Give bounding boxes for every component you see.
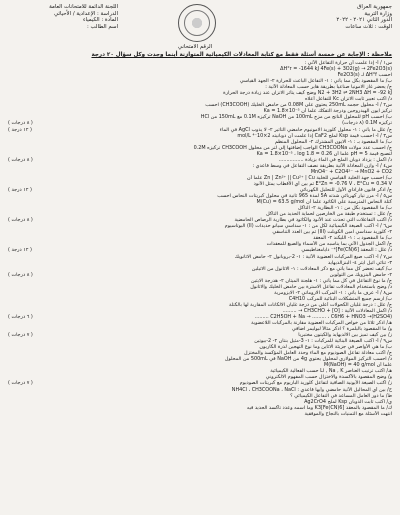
question-text: ي/ اكتب ثابت الذوبان Ksp لملح Ag2CrO4: [304, 398, 392, 405]
question-text: ج/ علل ما يأتي : ١- محلول كلوريد الامونيوم حامضي التأثير ٢- لا يذوب AgCl في الماء: [219, 126, 392, 133]
ministry-seal: [178, 4, 216, 42]
question-text: ز/ اكتب الصيغة الأيونية الصافية لتفاعل كلوريد الباريوم مع كبريتات الصوديوم: [239, 380, 392, 387]
marks-label: ( ٨ درجات ): [8, 156, 33, 163]
marks-label: ( ٨ درجات ): [8, 120, 33, 127]
question-text: MnO4⁻ + C2O4²⁻ → MnO2 + CO2: [310, 168, 392, 175]
question-text: ٣- ثنائي اثيل ايثر ٤- البنزالديهايد: [327, 259, 392, 266]
question-text: ك/ ما المقصود بالمعقد K3[Fe(CN)6] وما اسمه وعدد تأكسد الحديد فيه: [246, 404, 392, 411]
marks-label: ( ٧ درجات ): [8, 332, 33, 339]
roll-number-label: الرقم الامتحاني: [177, 44, 213, 50]
question-text: ب/ ارسم جميع المتشكلات البنائية للمركب C4H10: [288, 295, 392, 302]
question-text: ج/ يحضر غاز الامونيا صناعياً بطريقة هابر حسب المعادلة الآتية :: [265, 84, 392, 91]
question-text: ب/ ما المقصود بـ : ١- الليكند ٢- المعقد: [313, 235, 392, 242]
question-text: تركيز ايون الهيدروجين ودرجة التفكك علماً أن Ka = 1.8×10⁻⁵: [263, 108, 392, 115]
question-text: ب/ احسب pH للمحلول الناتج من مزج 100mL من NaOH تركيزه 0.1M مع 150mL من HCl: [200, 114, 392, 121]
question-text: ΔH°r = -1644 kJ 4Fe(s) + 3O2(g) → 2Fe2O3(s): [280, 66, 392, 73]
question-text: ج/ اكمل الجدول الآتي بما يناسبه من الأسماء والصيغ للمعقدات: [266, 241, 392, 248]
question-text: س٩ / أ- اكتب الصيغة البنائية للمركبات : ١- 3-مثيل بنتان ٢- 2-بيوتين: [254, 338, 392, 345]
question-text: ط/ ما دور العامل المساعد في التفاعل الكيميائي ؟: [290, 392, 392, 399]
question-text: ٢- حامض البنزويك من التولوين: [329, 271, 392, 278]
question-text: س٧ / أ- اكتب صيغ المركبات العضوية الآتية : ١- 2-بروبانول ٢- حامض الاثانويك: [234, 253, 392, 260]
exam-body: [8, 60, 392, 417]
marks-label: ( ١٢ درجة ): [8, 186, 32, 193]
question-text: د/ اكتب تعبير ثابت الاتزان Kc للتفاعل أعلاه: [304, 96, 392, 103]
header-left-line: الدراسة : الإعدادية / الأحيائي: [53, 10, 118, 17]
question-text: هـ/ اذكر ثلاثاً من خواص المركبات العضوية مقارنة بالمركبات اللاعضوية: [251, 320, 392, 327]
question-text: ج/ احسب عدد مولات CH3COONa الواجب إضافتها إلى لتر من محلول CH3COOH تركيزه 0.2M: [193, 144, 392, 151]
header-left: [8, 4, 118, 30]
question-text: س١ / أ- إذا علمت أن حرارة التفاعل الآتي :: [304, 60, 392, 66]
question-text: انتهت الأسئلة مع التمنيات بالنجاح والموفقية: [304, 410, 392, 417]
question-text: س٨ / أ- عرف ما يأتي : ١- المركب الاروماتي ٢- الايزومرية: [274, 289, 392, 296]
exam-note: ملاحظة : الإجابة عن خمسة أسئلة فقط مع كتابة المعادلات الكيميائية المتوازنة أينما وجدت وكل سؤال ٢٠ درجة: [91, 52, 392, 58]
question-text: د/ احسب التركيز المولاري لمحلول يحتوي 4g من NaOH في 500mL من المحلول: [224, 356, 392, 363]
question-text: تركيزه 0.1M (٨ درجات): [342, 120, 392, 127]
question-text: د/ وضح باستخدام المعادلات تفاعل الاسترة بين حامض الخليك والاثانول: [250, 283, 392, 290]
header-left-line: المادة : الكيمياء: [82, 17, 118, 24]
question-text: ب/ كيف تحضر كل مما يأتي مع ذكر المعادلات : ١- الاثانول من الاثيلين: [251, 265, 392, 272]
question-text: د/ علل : المعقد [Fe(CN)6]⁴⁻ دايامغناطيسي: [301, 247, 392, 254]
question-text: ٢- كلوريد سداسي امين الكوبلت (III) ثم بين العدد التناسقي: [272, 229, 392, 236]
marks-label: ( ٧ درجات ): [8, 380, 33, 387]
question-text: علماً أن M(NaOH) = 40 g/mol: [324, 362, 392, 369]
header-right-line: جمهورية العراق: [357, 4, 392, 10]
question-text: N2 + 3H2 ⇌ 2NH3 ΔH = -92 kJ وضح كيف يتأثر الاتزان عند زيادة درجة الحرارة: [223, 90, 392, 97]
question-text: ج/ ما نوع التفاعل في كل مما يأتي : ١- هلجنة الميثان ٢- هدرجة الايثين: [250, 277, 392, 284]
header-left-line: اسم الطالب :: [87, 23, 118, 30]
question-text: ب/ ما المقصود بـ : ١- الايون المشترك ٢- المحلول المنظم: [274, 138, 392, 145]
marks-label: ( ٨ درجات ): [8, 271, 33, 278]
question-text: و/ وضح المقصود بالأكسدة والاختزال حسب المفهوم الالكتروني: [265, 374, 392, 381]
question-text: ب/ ما المقصود بكل مما يأتي : ١- التفاعل الباعث للحرارة ٢- الجهد القياسي: [239, 78, 392, 85]
marks-label: ( ٦ درجات ): [8, 313, 33, 320]
question-text: س٥ / أ- مرر تيار كهربائي شدته 5A لمدة 965 ثانية في محلول كبريتات النحاس احسب: [217, 193, 392, 200]
question-text: د/ اكمل : يزداد ذوبان الملح في الماء بزيادة ................: [278, 156, 392, 163]
question-text: د/ اكتب التفاعلات التي تحدث عند الأنود والكاثود في بطارية الرصاص الحامضية: [234, 217, 392, 224]
question-text: س٤ / أ- وازن المعادلة الآتية بطريقة نصف التفاعل في وسط قاعدي :: [252, 162, 392, 169]
header-right-line: الوقت : ثلاث ساعات: [345, 23, 392, 30]
question-text: ج/ علل : درجة غليان الكحولات أعلى من درجة غليان الالكانات المقاربة لها بالكتلة: [229, 301, 392, 308]
question-text: و/ ما المقصود بالبلمرة ؟ اذكر مثالاً لبوليمر اضافي: [291, 326, 392, 333]
header-right-line: الدور الثاني ٢٠٢١ - ٢٠٢٢: [336, 17, 392, 24]
header-right: [272, 4, 392, 30]
question-text: ب/ ما المقصود بكل من : ١- البطارية ٢- التآكل: [297, 205, 392, 212]
question-text: س٢ / أ- محلول حجمه 250mL يحتوي على 0.08M من حامض الخليك (CH3COOH) احسب: [205, 102, 392, 109]
question-text: ج/ اكتب معادلة تفاعل الصوديوم مع الماء وحدد العامل المؤكسد والمختزل: [244, 350, 392, 357]
question-text: ح/ بين أي المحاليل الآتية حامضي وأيها قاعدي : NH4Cl ، CH3COONa ، NaCl: [231, 386, 392, 393]
question-text: س٣ / أ- احسب قيمة Ksp لملح CaF2 إذا علمت أن ذوبانيته 2×10⁻⁴ mol/L: [237, 132, 392, 139]
question-text: كتلة النحاس المترسبة على الكاثود علماً أن M(Cu) = 63.5 g/mol: [256, 199, 392, 206]
header-right-line: وزارة التربية: [364, 10, 392, 17]
question-text: هـ/ اكتب ترتيب العناصر Li , Na , K حسب الفعالية الكيميائية: [270, 368, 392, 375]
question-text: ج/ علل : تستخدم طبقة من الخارصين لحماية الحديد من التآكل: [266, 211, 392, 218]
question-line: [8, 411, 392, 417]
header-left-line: اللجنة الدائمة للامتحانات العامة: [49, 4, 118, 10]
question-text: ز/ بين كيف تميز بين الالديهايد والكيتون مختبرياً: [298, 332, 392, 339]
question-text: س٦ / أ- اكتب الصيغة الكيميائية لكل من : ١- سداسي سيانو حديدات (II) البوتاسيوم: [224, 223, 392, 230]
question-text: C2H5OH + Na → ......... ، C6H6 + HNO3 →(H2SO4) .........: [254, 313, 392, 320]
question-text: لتصبح قيمة pH = 5 علماً أن Ka = 1.8×10⁻⁵ ، log 1.8 = 0.26: [256, 150, 392, 157]
marks-label: ( ١٢ درجة ): [8, 126, 32, 133]
marks-label: ( ١٢ درجة ): [8, 247, 32, 254]
question-text: احسب ΔH°f لـ Fe2O3(s): [337, 72, 392, 79]
question-text: ب/ ما هي الأواصر في جزيئة الاثاين وما نوع التهجين لذرة الكاربون: [259, 344, 392, 351]
question-text: د/ اكمل المعادلات الآتية : CH3CHO + [O] → .........: [282, 307, 392, 314]
marks-label: ( ٨ درجات ): [8, 217, 33, 224]
question-text: ج/ اذكر قانون فاراداي الأول للتحليل الكهربائي: [299, 186, 392, 193]
question-text: ب/ احسب جهد الخلية القياسي للخلية Zn | Zn²⁺ || Cu²⁺ | Cu علماً أن: [247, 174, 392, 181]
question-text: E°Zn = -0.76 V ، E°Cu = 0.34 V ثم بين أي الأقطاب يمثل الأنود: [253, 180, 392, 187]
